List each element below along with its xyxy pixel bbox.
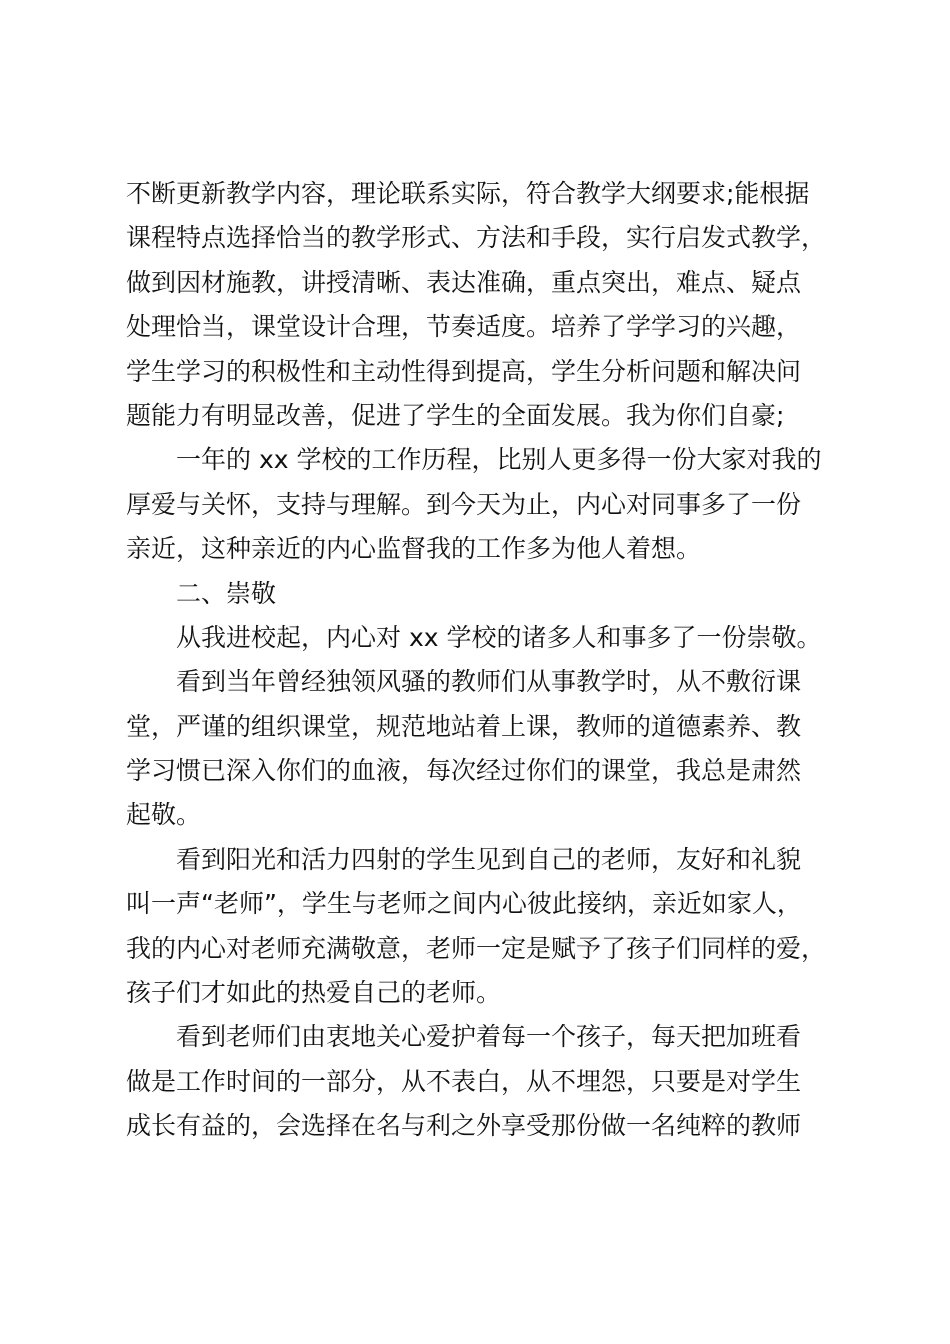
text-line-16: 看到阳光和活力四射的学生见到自己的老师，友好和礼貌 [176,844,802,874]
document-body [126,172,856,1149]
text-line-4: 处理恰当，课堂设计合理，节奏适度。培养了学学习的兴趣， [126,312,802,342]
text-line-9: 亲近，这种亲近的内心监督我的工作多为他人着想。 [126,534,702,564]
text-line-7: 一年的 xx 学校的工作历程，比别人更多得一份大家对我的 [176,445,822,475]
section-heading: 二、崇敬 [176,578,277,608]
text-line-14: 学习惯已深入你们的血液，每次经过你们的课堂，我总是肃然 [126,756,802,786]
text-line-11: 从我进校起，内心对 xx 学校的诸多人和事多了一份崇敬。 [176,622,822,652]
text-line-19: 孩子们才如此的热爱自己的老师。 [126,978,502,1008]
text-line-1: 不断更新教学内容，理论联系实际，符合教学大纲要求;能根据 [126,179,810,208]
text-line-13: 堂，严谨的组织课堂，规范地站着上课，教师的道德素养、教 [126,711,802,741]
text-line-20: 看到老师们由衷地关心爱护着每一个孩子，每天把加班看 [176,1022,802,1052]
text-line-21: 做是工作时间的一部分，从不表白，从不埋怨，只要是对学生 [126,1066,802,1096]
text-line-6: 题能力有明显改善，促进了学生的全面发展。我为你们自豪; [126,400,785,430]
text-line-2: 课程特点选择恰当的教学形式、方法和手段，实行启发式教学， [126,223,827,253]
text-line-12: 看到当年曾经独领风骚的教师们从事教学时，从不敷衍课 [176,667,802,697]
text-line-22: 成长有益的，会选择在名与利之外享受那份做一名纯粹的教师 [126,1111,802,1141]
text-line-3: 做到因材施教，讲授清晰、表达准确，重点突出，难点、疑点 [126,267,802,297]
text-line-18: 我的内心对老师充满敬意，老师一定是赋予了孩子们同样的爱， [126,933,827,963]
text-line-17: 叫一声“老师”，学生与老师之间内心彼此接纳，亲近如家人， [126,889,802,919]
text-line-8: 厚爱与关怀，支持与理解。到今天为止，内心对同事多了一份 [126,489,802,519]
text-line-15: 起敬。 [126,800,202,830]
text-line-5: 学生学习的积极性和主动性得到提高，学生分析问题和解决问 [126,356,802,386]
